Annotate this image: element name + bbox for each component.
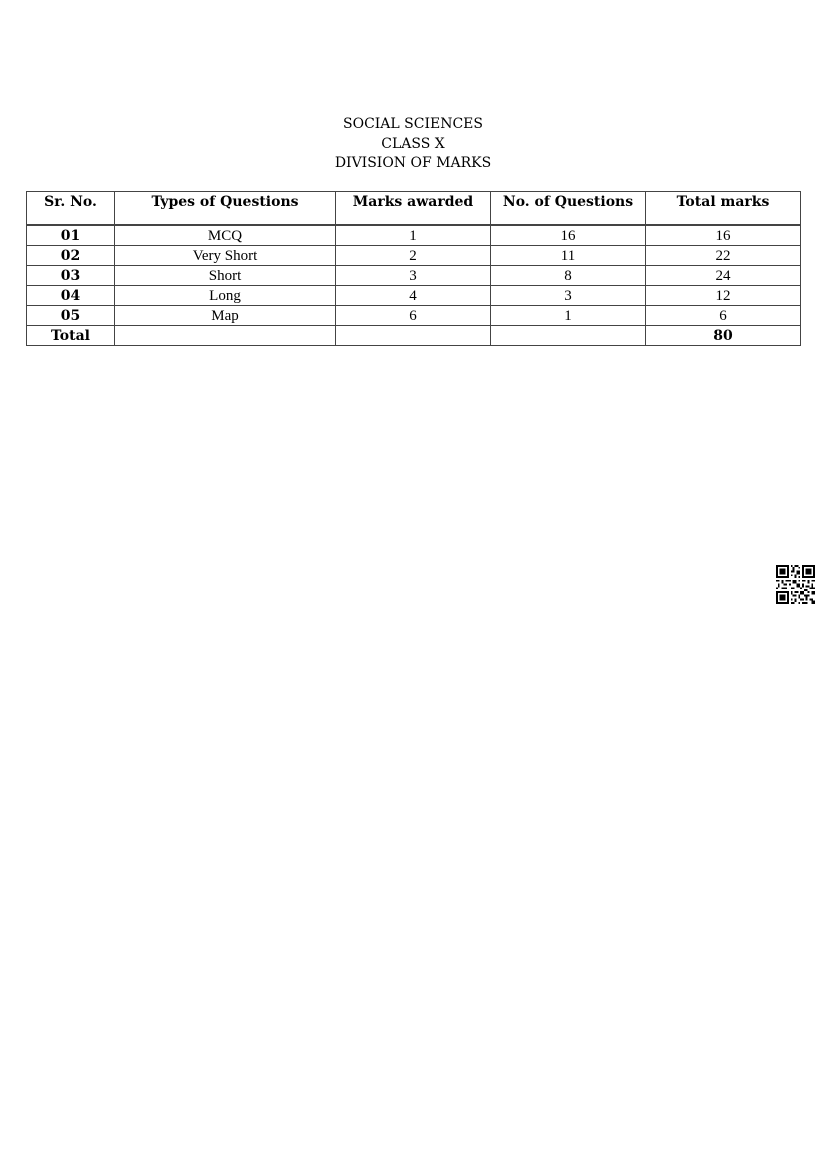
cell-marks: 4 <box>336 286 491 306</box>
table-row <box>27 266 801 286</box>
header-total-marks: Total marks <box>646 192 801 225</box>
table-row <box>27 226 801 246</box>
table-total-row <box>27 326 801 346</box>
total-label: Total <box>27 326 115 346</box>
cell-empty <box>336 326 491 346</box>
cell-count: 16 <box>491 226 646 246</box>
header-marks-awarded: Marks awarded <box>336 192 491 225</box>
header-no-of-questions: No. of Questions <box>491 192 646 225</box>
cell-total: 22 <box>646 246 801 266</box>
division-title: DIVISION OF MARKS <box>334 155 492 171</box>
cell-type: Very Short <box>115 246 336 266</box>
cell-empty <box>115 326 336 346</box>
grand-total: 80 <box>646 326 801 346</box>
table-header-row <box>27 192 801 225</box>
cell-total: 6 <box>646 306 801 326</box>
cell-type: MCQ <box>115 226 336 246</box>
table-row <box>27 306 801 326</box>
cell-sr: 05 <box>27 306 115 326</box>
cell-sr: 02 <box>27 246 115 266</box>
cell-marks: 2 <box>336 246 491 266</box>
cell-empty <box>491 326 646 346</box>
qr-code-icon <box>776 565 815 604</box>
cell-count: 3 <box>491 286 646 306</box>
cell-sr: 01 <box>27 226 115 246</box>
cell-count: 8 <box>491 266 646 286</box>
cell-sr: 04 <box>27 286 115 306</box>
header-sr-no: Sr. No. <box>27 192 115 225</box>
document-heading <box>0 115 826 174</box>
subject-title: SOCIAL SCIENCES <box>343 116 483 132</box>
cell-type: Long <box>115 286 336 306</box>
cell-type: Map <box>115 306 336 326</box>
cell-total: 12 <box>646 286 801 306</box>
cell-marks: 3 <box>336 266 491 286</box>
header-types: Types of Questions <box>115 192 336 225</box>
cell-count: 1 <box>491 306 646 326</box>
marks-table <box>26 191 801 346</box>
class-title: CLASS X <box>381 135 445 152</box>
cell-marks: 1 <box>336 226 491 246</box>
cell-sr: 03 <box>27 266 115 286</box>
cell-count: 11 <box>491 246 646 266</box>
table-row <box>27 246 801 266</box>
cell-marks: 6 <box>336 306 491 326</box>
cell-total: 16 <box>646 226 801 246</box>
cell-type: Short <box>115 266 336 286</box>
table-row <box>27 286 801 306</box>
cell-total: 24 <box>646 266 801 286</box>
